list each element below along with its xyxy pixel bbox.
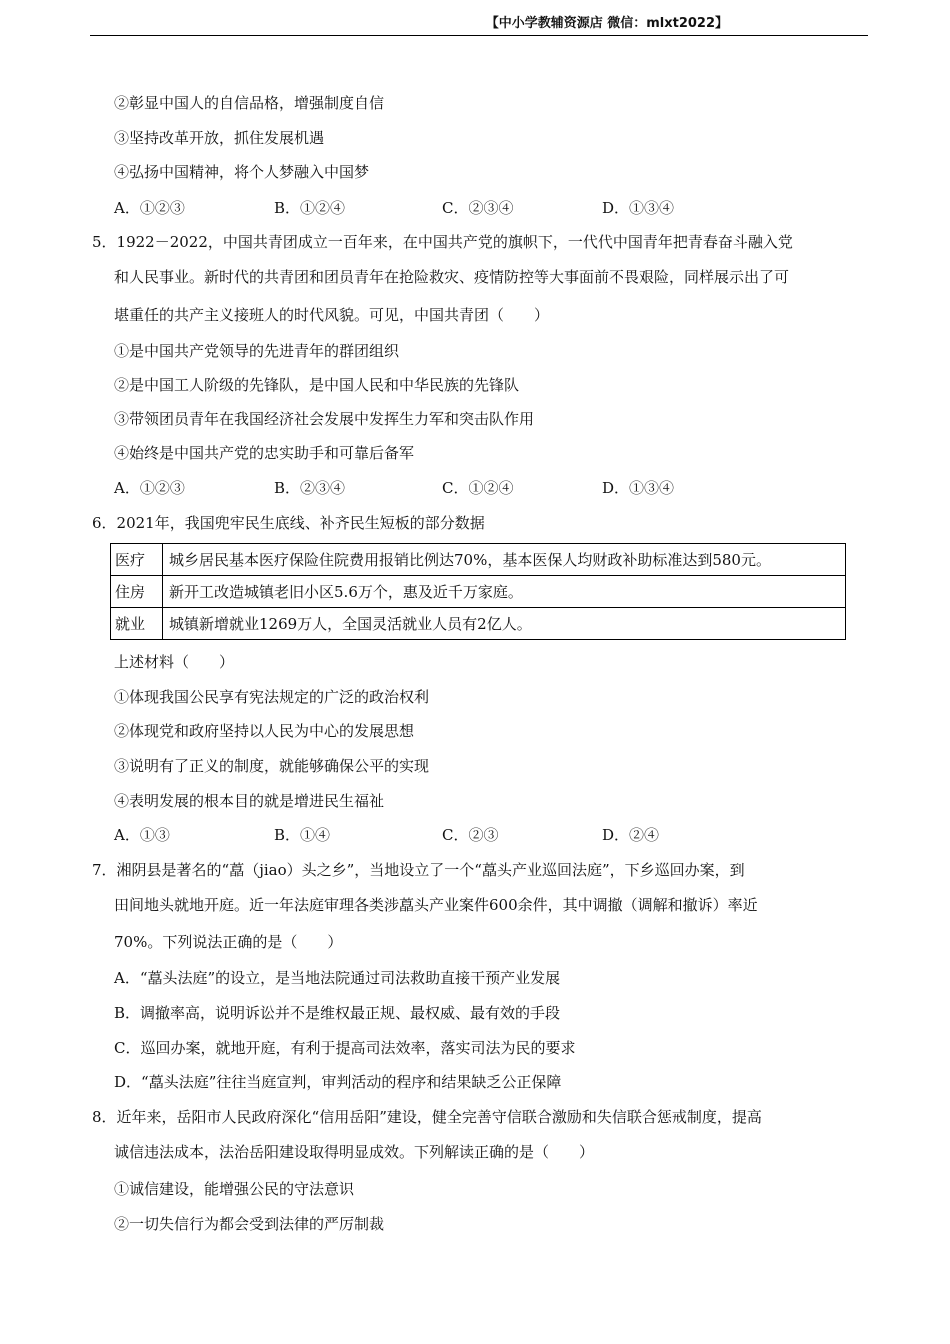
table-row — [111, 576, 846, 608]
q7-stem-line-1: 7．湘阴县是著名的“藠（jiao）头之乡”，当地设立了一个“藠头产业巡回法庭”，下乡巡回办案，到 — [92, 861, 745, 879]
q6-option-a: A．①③ — [114, 826, 170, 844]
q8-stem-line-1: 8．近年来，岳阳市人民政府深化“信用岳阳”建设，健全完善守信联合激励和失信联合惩戒制度，提高 — [92, 1108, 762, 1126]
table-cell-key: 住房 — [111, 576, 163, 608]
q5-stem-line-3: 堪重任的共产主义接班人的时代风貌。可见，中国共青团（ ） — [114, 306, 550, 324]
page-header — [90, 8, 868, 36]
q5-item-4: ④始终是中国共产党的忠实助手和可靠后备军 — [114, 444, 415, 462]
table-cell-value: 新开工改造城镇老旧小区5.6万个，惠及近千万家庭。 — [163, 576, 846, 608]
q4-item-4: ④弘扬中国精神，将个人梦融入中国梦 — [114, 163, 370, 181]
q8-stem-line-2: 诚信违法成本，法治岳阳建设取得明显成效。下列解读正确的是（ ） — [114, 1143, 595, 1161]
q6-item-4: ④表明发展的根本目的就是增进民生福祉 — [114, 792, 385, 810]
q6-option-d: D．②④ — [602, 826, 660, 844]
q8-item-2: ②一切失信行为都会受到法律的严厉制裁 — [114, 1215, 385, 1233]
q6-stem: 6．2021年，我国兜牢民生底线、补齐民生短板的部分数据 — [92, 514, 485, 532]
q7-choice-b: B．调撤率高，说明诉讼并不是维权最正规、最权威、最有效的手段 — [114, 1004, 561, 1022]
q4-option-a: A．①②③ — [114, 199, 185, 217]
table-cell-key: 就业 — [111, 608, 163, 640]
q6-item-1: ①体现我国公民享有宪法规定的广泛的政治权利 — [114, 688, 430, 706]
q5-option-b: B．②③④ — [274, 479, 346, 497]
header-text: 【中小学教辅资源店 微信：mlxt2022】 — [485, 16, 728, 31]
q5-item-2: ②是中国工人阶级的先锋队，是中国人民和中华民族的先锋队 — [114, 376, 520, 394]
q4-item-2: ②彰显中国人的自信品格，增强制度自信 — [114, 94, 385, 112]
q5-option-d: D．①③④ — [602, 479, 675, 497]
q6-after-table: 上述材料（ ） — [114, 653, 235, 671]
q4-option-c: C．②③④ — [442, 199, 514, 217]
q5-option-a: A．①②③ — [114, 479, 185, 497]
table-row — [111, 544, 846, 576]
q7-choice-a: A．“藠头法庭”的设立，是当地法院通过司法救助直接干预产业发展 — [114, 969, 561, 987]
table-cell-value: 城镇新增就业1269万人，全国灵活就业人员有2亿人。 — [163, 608, 846, 640]
q4-option-d: D．①③④ — [602, 199, 675, 217]
table-cell-value: 城乡居民基本医疗保险住院费用报销比例达70%，基本医保人均财政补助标准达到580元。 — [163, 544, 846, 576]
table-cell-key: 医疗 — [111, 544, 163, 576]
table-row — [111, 608, 846, 640]
q5-item-3: ③带领团员青年在我国经济社会发展中发挥生力军和突击队作用 — [114, 410, 535, 428]
q6-item-2: ②体现党和政府坚持以人民为中心的发展思想 — [114, 722, 415, 740]
q6-option-c: C．②③ — [442, 826, 499, 844]
q5-stem-line-1: 5．1922－2022，中国共青团成立一百年来，在中国共产党的旗帜下，一代代中国青年把青春奋斗融入党 — [92, 233, 793, 251]
q6-data-table — [110, 543, 846, 640]
q5-stem-line-2: 和人民事业。新时代的共青团和团员青年在抢险救灾、疫情防控等大事面前不畏艰险，同样展示出了可 — [114, 268, 790, 286]
q4-option-b: B．①②④ — [274, 199, 346, 217]
q7-stem-line-3: 70%。下列说法正确的是（ ） — [114, 933, 343, 951]
q7-stem-line-2: 田间地头就地开庭。近一年法庭审理各类涉藠头产业案件600余件，其中调撤（调解和撤诉）率近 — [114, 896, 758, 914]
q7-choice-c: C．巡回办案，就地开庭，有利于提高司法效率，落实司法为民的要求 — [114, 1039, 576, 1057]
q5-option-c: C．①②④ — [442, 479, 514, 497]
q4-item-3: ③坚持改革开放，抓住发展机遇 — [114, 129, 325, 147]
q8-item-1: ①诚信建设，能增强公民的守法意识 — [114, 1180, 355, 1198]
q6-item-3: ③说明有了正义的制度，就能够确保公平的实现 — [114, 757, 430, 775]
q7-choice-d: D．“藠头法庭”往往当庭宣判，审判活动的程序和结果缺乏公正保障 — [114, 1073, 562, 1091]
q6-option-b: B．①④ — [274, 826, 331, 844]
q5-item-1: ①是中国共产党领导的先进青年的群团组织 — [114, 342, 400, 360]
